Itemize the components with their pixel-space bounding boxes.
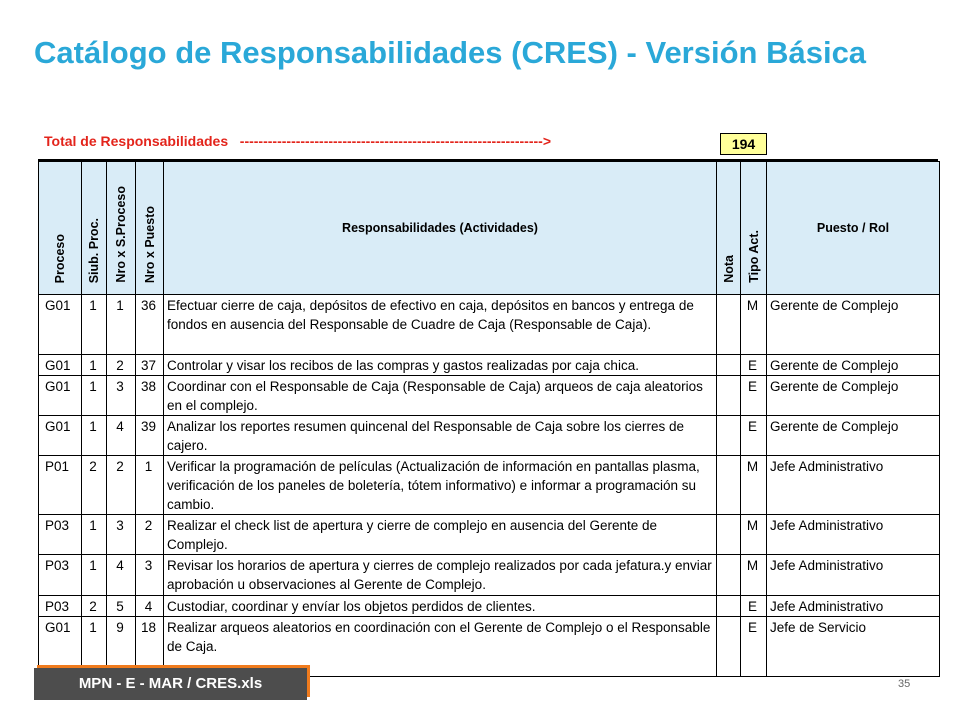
cell-tipo: E bbox=[741, 376, 767, 416]
cell-nota bbox=[717, 515, 741, 555]
cell-puesto: Jefe Administrativo bbox=[767, 456, 940, 515]
cell-actividad: Efectuar cierre de caja, depósitos de efectivo en caja, depósitos en bancos y entrega de fondos en ausencia del Responsable de Cuadre de Caja (Responsable de Caja). bbox=[164, 295, 717, 355]
cell-nro-sproceso: 4 bbox=[107, 416, 136, 456]
cell-puesto: Gerente de Complejo bbox=[767, 355, 940, 376]
cell-puesto: Jefe Administrativo bbox=[767, 596, 940, 617]
cell-nro-puesto: 39 bbox=[136, 416, 164, 456]
cell-actividad: Controlar y visar los recibos de las compras y gastos realizadas por caja chica. bbox=[164, 355, 717, 376]
cell-subproc: 1 bbox=[82, 355, 107, 376]
cell-tipo: M bbox=[741, 456, 767, 515]
cell-subproc: 1 bbox=[82, 376, 107, 416]
table-row bbox=[39, 515, 940, 555]
cell-proceso: G01 bbox=[39, 295, 82, 355]
arrow-head: > bbox=[542, 133, 552, 149]
table-row bbox=[39, 555, 940, 596]
cell-nota bbox=[717, 416, 741, 456]
header-tipo: Tipo Act. bbox=[741, 162, 767, 295]
cell-actividad: Coordinar con el Responsable de Caja (Responsable de Caja) arqueos de caja aleatorios en el complejo. bbox=[164, 376, 717, 416]
cell-proceso: P03 bbox=[39, 596, 82, 617]
cell-puesto: Gerente de Complejo bbox=[767, 416, 940, 456]
cell-nro-sproceso: 2 bbox=[107, 456, 136, 515]
cell-tipo: E bbox=[741, 617, 767, 677]
cell-puesto: Gerente de Complejo bbox=[767, 295, 940, 355]
cell-subproc: 1 bbox=[82, 617, 107, 677]
cell-nota bbox=[717, 617, 741, 677]
cell-nro-puesto: 1 bbox=[136, 456, 164, 515]
cell-nro-sproceso: 4 bbox=[107, 555, 136, 596]
table-row bbox=[39, 376, 940, 416]
table-row bbox=[39, 355, 940, 376]
table-row bbox=[39, 295, 940, 355]
cell-actividad: Analizar los reportes resumen quincenal del Responsable de Caja sobre los cierres de cajero. bbox=[164, 416, 717, 456]
cell-proceso: P01 bbox=[39, 456, 82, 515]
cell-puesto: Jefe Administrativo bbox=[767, 515, 940, 555]
cell-proceso: G01 bbox=[39, 416, 82, 456]
total-label bbox=[44, 133, 551, 149]
header-subproc: Siub. Proc. bbox=[82, 162, 107, 295]
cell-puesto: Jefe de Servicio bbox=[767, 617, 940, 677]
cell-actividad: Realizar el check list de apertura y cierre de complejo en ausencia del Gerente de Complejo. bbox=[164, 515, 717, 555]
cell-puesto: Gerente de Complejo bbox=[767, 376, 940, 416]
header-nro-sproceso: Nro x S.Proceso bbox=[107, 162, 136, 295]
cell-subproc: 1 bbox=[82, 515, 107, 555]
cell-tipo: E bbox=[741, 416, 767, 456]
cell-nota bbox=[717, 355, 741, 376]
cell-nro-puesto: 4 bbox=[136, 596, 164, 617]
cell-nro-puesto: 36 bbox=[136, 295, 164, 355]
header-puesto: Puesto / Rol bbox=[767, 162, 940, 295]
cell-nro-sproceso: 3 bbox=[107, 376, 136, 416]
cell-nota bbox=[717, 596, 741, 617]
cell-proceso: G01 bbox=[39, 376, 82, 416]
total-row bbox=[44, 133, 944, 155]
header-nro-puesto: Nro x Puesto bbox=[136, 162, 164, 295]
cell-tipo: E bbox=[741, 355, 767, 376]
cell-tipo: M bbox=[741, 515, 767, 555]
cell-subproc: 2 bbox=[82, 456, 107, 515]
cell-nro-puesto: 38 bbox=[136, 376, 164, 416]
table-row bbox=[39, 596, 940, 617]
cell-actividad: Revisar los horarios de apertura y cierres de complejo realizados por cada jefatura.y enviar aprobación u observaciones al Gerente de Complejo. bbox=[164, 555, 717, 596]
cell-nro-sproceso: 9 bbox=[107, 617, 136, 677]
page-title: Catálogo de Responsabilidades (CRES) - Versión Básica bbox=[34, 35, 867, 70]
cell-actividad: Realizar arqueos aleatorios en coordinación con el Gerente de Complejo o el Responsable de Caja. bbox=[164, 617, 717, 677]
cell-tipo: M bbox=[741, 295, 767, 355]
cell-proceso: G01 bbox=[39, 617, 82, 677]
table-row bbox=[39, 456, 940, 515]
cell-subproc: 2 bbox=[82, 596, 107, 617]
page-number: 35 bbox=[898, 678, 911, 690]
cell-nro-puesto: 37 bbox=[136, 355, 164, 376]
spreadsheet bbox=[38, 159, 938, 654]
total-count: 194 bbox=[720, 133, 767, 155]
total-label-text: Total de Responsabilidades ----------------------------------------------------------------- bbox=[44, 133, 543, 149]
footer-file-tag: MPN - E - MAR / CRES.xls bbox=[34, 668, 307, 700]
responsibilities-table bbox=[38, 161, 940, 677]
cell-subproc: 1 bbox=[82, 555, 107, 596]
cell-subproc: 1 bbox=[82, 416, 107, 456]
header-nota: Nota bbox=[717, 162, 741, 295]
header-proceso: Proceso bbox=[39, 162, 82, 295]
cell-nro-puesto: 2 bbox=[136, 515, 164, 555]
cell-tipo: E bbox=[741, 596, 767, 617]
cell-nro-puesto: 3 bbox=[136, 555, 164, 596]
cell-nro-sproceso: 1 bbox=[107, 295, 136, 355]
cell-subproc: 1 bbox=[82, 295, 107, 355]
cell-puesto: Jefe Administrativo bbox=[767, 555, 940, 596]
cell-tipo: M bbox=[741, 555, 767, 596]
cell-nro-sproceso: 2 bbox=[107, 355, 136, 376]
cell-nota bbox=[717, 456, 741, 515]
table-row bbox=[39, 416, 940, 456]
header-responsabilidades: Responsabilidades (Actividades) bbox=[164, 162, 717, 295]
cell-nota bbox=[717, 295, 741, 355]
cell-actividad: Custodiar, coordinar y envíar los objetos perdidos de clientes. bbox=[164, 596, 717, 617]
cell-nro-puesto: 18 bbox=[136, 617, 164, 677]
cell-proceso: P03 bbox=[39, 555, 82, 596]
cell-proceso: G01 bbox=[39, 355, 82, 376]
cell-actividad: Verificar la programación de películas (Actualización de información en pantallas plasma, verificación de los paneles de boletería, tótem informativo) e informar a programación su cambio. bbox=[164, 456, 717, 515]
cell-nota bbox=[717, 555, 741, 596]
cell-nro-sproceso: 3 bbox=[107, 515, 136, 555]
header-row bbox=[39, 162, 940, 295]
cell-nro-sproceso: 5 bbox=[107, 596, 136, 617]
cell-proceso: P03 bbox=[39, 515, 82, 555]
cell-nota bbox=[717, 376, 741, 416]
